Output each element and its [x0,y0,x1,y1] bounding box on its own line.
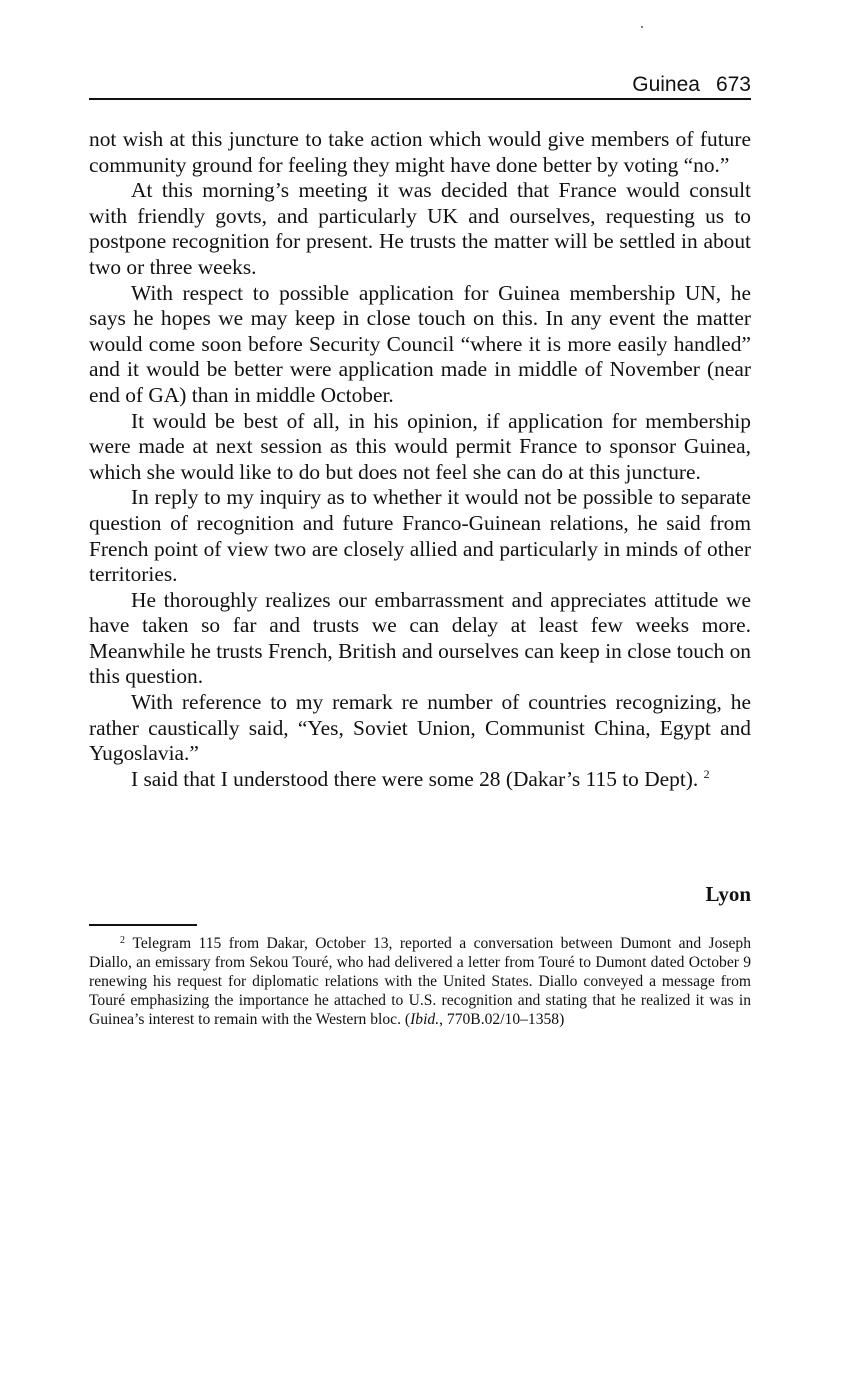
paragraph: not wish at this juncture to take action which would give members of future community ground for feeling they might have done better by voting “no.” [89,127,751,177]
running-head [89,72,751,100]
footnote-marker: 2 [120,935,125,946]
telegram-body [89,127,751,792]
footnote [89,934,751,1029]
paragraph-text: I said that I understood there were some 28 (Dakar’s 115 to Dept). [131,766,699,791]
paragraph: He thoroughly realizes our embarrassment and appreciates attitude we have taken so far and trusts we can delay at least few weeks more. Meanwhile he trusts French, British and ourselves can keep in close touch on this question. [89,587,751,689]
footnote-divider [89,924,197,926]
paragraph: At this morning’s meeting it was decided that France would consult with friendly govts, and particularly UK and ourselves, requesting us to postpone recognition for present. He trusts the matter will be settled in about two or three weeks. [89,178,751,279]
paragraph: With respect to possible application for Guinea membership UN, he says he hopes we may keep in close touch on this. In any event the matter would come soon before Security Council “where it is more easily handled” and it would be better were application made in middle of November (near end of GA) than in middle October. [89,280,751,407]
footnote-text: Telegram 115 from Dakar, October 13, reported a conversation between Dumont and Joseph Diallo, an emissary from Sekou Touré, who had delivered a letter from Touré to Dumont dated October 9 renewing his request for diplomatic relations with the United States. Diallo conveyed a message from Touré emphasizing the importance he attached to U.S. recognition and stating that he realized it was in Guinea’s interest to remain with the Western bloc. ( [89,935,751,1028]
footnote-ibid: Ibid. [410,1011,440,1028]
paragraph: In reply to my inquiry as to whether it would not be possible to separate question of recognition and future Franco-Guinean relations, he said from French point of view two are closely allied and particularly in minds of other territories. [89,485,751,587]
paragraph: With reference to my remark re number of countries recognizing, he rather caustically said, “Yes, Soviet Union, Communist China, Egypt and Yugoslavia.” [89,690,751,766]
section-title: Guinea [632,73,700,96]
paragraph: It would be best of all, in his opinion, if application for membership were made at next session as this would permit France to sponsor Guinea, which she would like to do but does not feel she can do at this juncture. [89,408,751,484]
paragraph-with-note [89,767,751,793]
scan-speck [641,26,643,28]
signature: Lyon [705,882,751,906]
footnote-citation: , 770B.02/10–1358) [439,1011,565,1028]
footnote-reference: 2 [703,766,710,781]
page-number: 673 [715,73,751,96]
